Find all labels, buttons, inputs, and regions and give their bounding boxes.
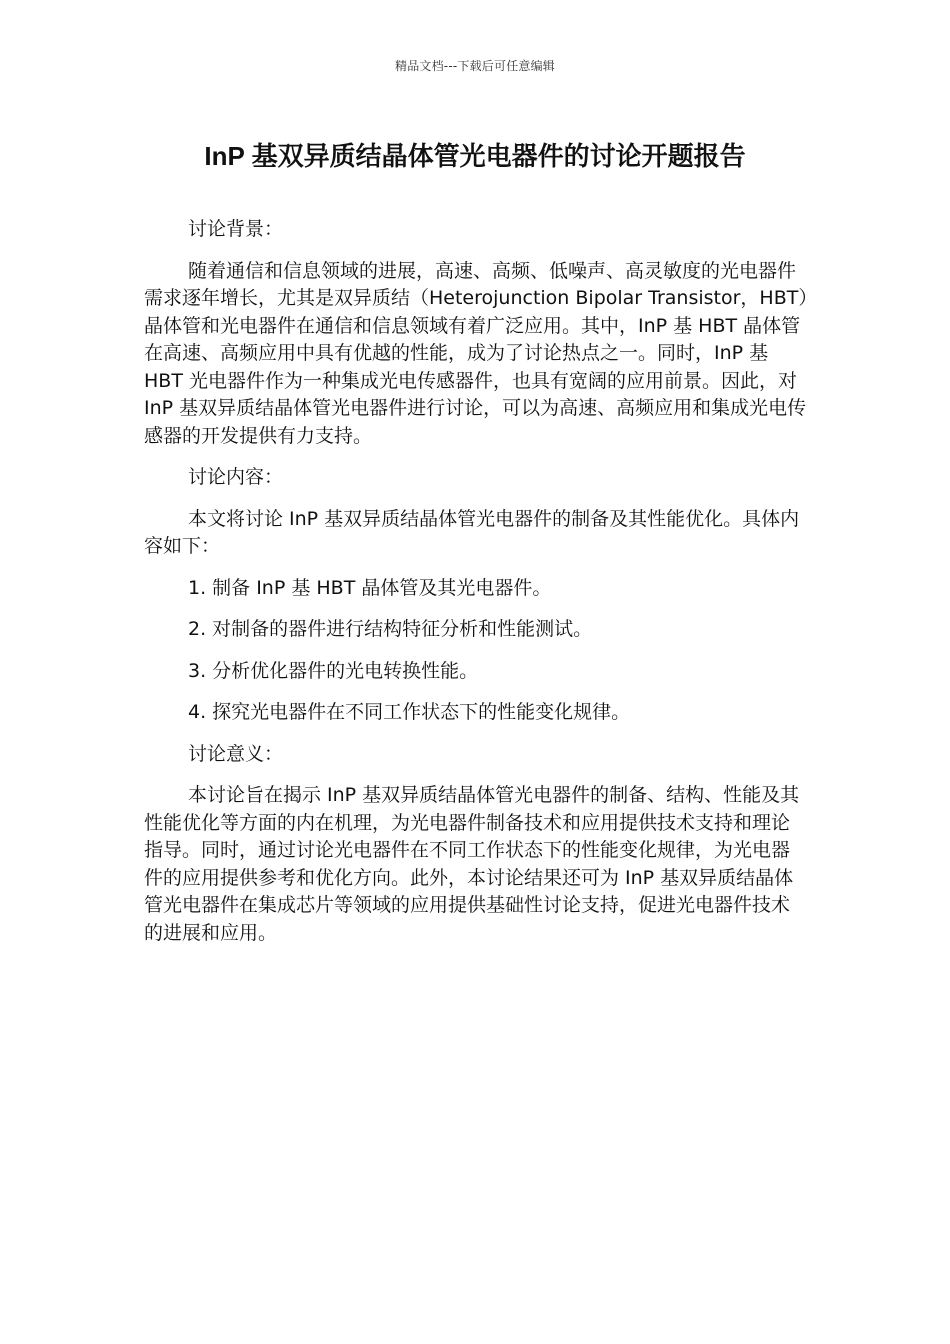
page-header: 精品文档---下载后可任意编辑 [395, 59, 555, 73]
significance-heading: 讨论意义： [188, 742, 284, 765]
document-body [144, 216, 808, 947]
content-heading: 讨论内容： [188, 466, 284, 488]
list-item: 2. 对制备的器件进行结构特征分析和性能测试。 [188, 618, 593, 640]
background-heading: 讨论背景： [188, 218, 284, 240]
significance-paragraph: 本讨论旨在揭示 InP 基双异质结晶体管光电器件的制备、结构、性能及其性能优化等方面的内在机理，为光电器件制备技术和应用提供技术支持和理论指导。同时，通过讨论光电器件在不同工作状态下的性能变化规律，为光电器件的应用提供参考和优化方向。此外，本讨论结果还可为 InP 基双异质结晶体管光电器件在集成芯片等领域的应用提供基础性讨论支持，促进光电器件技术的进展和应用。 [144, 784, 800, 944]
list-item: 3. 分析优化器件的光电转换性能。 [188, 659, 479, 682]
background-paragraph: 随着通信和信息领域的进展，高速、高频、低噪声、高灵敏度的光电器件需求逐年增长，尤其是双异质结（Heterojunction Bipolar Transistor，HBT）晶体管和光电器件在通信和信息领域有着广泛应用。其中，InP 基 HBT 晶体管在高速、高频应用中具有优越的性能，成为了讨论热点之一。同时，InP 基 HBT 光电器件作为一种集成光电传感器件，也具有宽阔的应用前景。因此，对 InP 基双异质结晶体管光电器件进行讨论，可以为高速、高频应用和集成光电传感器的开发提供有力支持。 [144, 259, 808, 447]
content-list [144, 575, 808, 727]
list-item: 4. 探究光电器件在不同工作状态下的性能变化规律。 [188, 701, 631, 723]
document-title: InP 基双异质结晶体管光电器件的讨论开题报告 [204, 141, 746, 171]
list-item: 1. 制备 InP 基 HBT 晶体管及其光电器件。 [188, 576, 552, 599]
content-intro: 本文将讨论 InP 基双异质结晶体管光电器件的制备及其性能优化。具体内容如下： [144, 507, 800, 557]
